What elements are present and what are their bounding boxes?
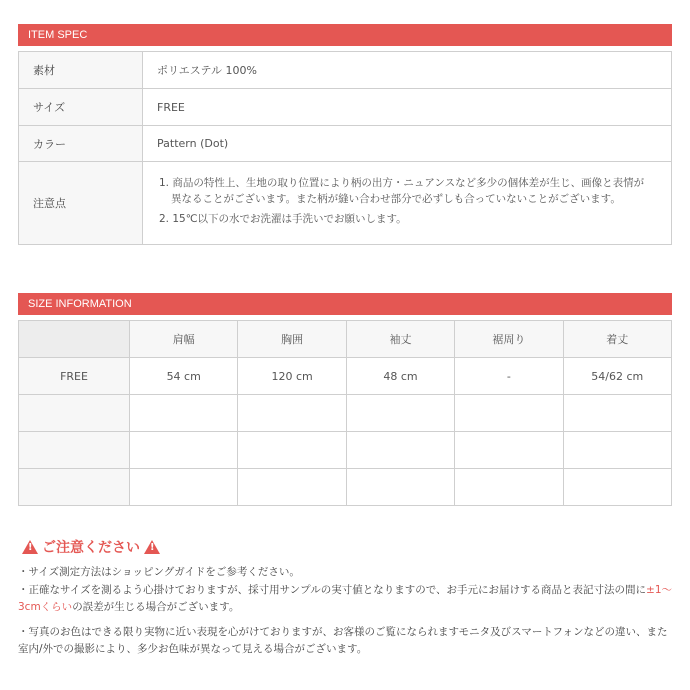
- spec-value-material: ポリエステル 100%: [143, 52, 672, 89]
- table-cell: [455, 469, 563, 506]
- caution-title: [18, 536, 164, 558]
- spec-label-size: サイズ: [19, 89, 143, 126]
- table-cell: 48 cm: [346, 358, 454, 395]
- spec-label-color: カラー: [19, 126, 143, 162]
- spec-value-size: FREE: [143, 89, 672, 126]
- table-cell: 54/62 cm: [563, 358, 671, 395]
- list-item: 1. 商品の特性上、生地の取り位置により柄の出方・ニュアンスなど多少の個体差が生じ、画像と表情が異なることがございます。また柄が縫い合わせ部分で必ずしも合っていないことがございます。: [159, 177, 645, 205]
- table-cell: -: [455, 358, 563, 395]
- table-cell: [455, 432, 563, 469]
- item-spec-table: [18, 51, 672, 245]
- table-row: [19, 395, 672, 432]
- list-item: 2. 15℃以下の水でお洗濯は手洗いでお願いします。: [159, 213, 407, 225]
- table-row: [19, 469, 672, 506]
- table-cell: [130, 395, 238, 432]
- table-cell: [19, 395, 130, 432]
- table-cell: FREE: [19, 358, 130, 395]
- table-cell: [346, 432, 454, 469]
- warning-icon: [144, 540, 160, 554]
- spec-value-notes: [143, 162, 672, 245]
- tolerance-highlight: ±1～3cmくらい: [18, 584, 672, 613]
- table-row: [19, 162, 672, 245]
- table-cell: 54 cm: [130, 358, 238, 395]
- table-cell: [455, 395, 563, 432]
- table-cell: [563, 432, 671, 469]
- table-cell: [238, 432, 346, 469]
- caution-note: ・サイズ測定方法はショッピングガイドをご参考ください。: [18, 566, 300, 578]
- header-cell: 着丈: [563, 321, 671, 358]
- table-row: [19, 89, 672, 126]
- caution-title-text: ご注意ください: [42, 540, 140, 556]
- header-cell: [19, 321, 130, 358]
- header-cell: 肩幅: [130, 321, 238, 358]
- spec-label-material: 素材: [19, 52, 143, 89]
- table-cell: [346, 395, 454, 432]
- table-row: [19, 358, 672, 395]
- caution-note: ・写真のお色はできる限り実物に近い表現を心がけておりますが、お客様のご覧になられますモニタ及びスマートフォンなどの違い、また室内/外での撮影により、多少お色味が異なって見える場合がございます。: [18, 626, 668, 655]
- caution-note-text: の誤差が生じる場合がございます。: [72, 601, 240, 613]
- table-row: [19, 52, 672, 89]
- size-info-table: [18, 320, 672, 506]
- header-cell: 胸囲: [238, 321, 346, 358]
- table-cell: [130, 469, 238, 506]
- table-cell: [238, 469, 346, 506]
- table-cell: [130, 432, 238, 469]
- item-spec-header: ITEM SPEC: [18, 24, 672, 46]
- table-cell: [346, 469, 454, 506]
- spec-value-color: Pattern (Dot): [143, 126, 672, 162]
- table-cell: [563, 469, 671, 506]
- header-cell: 裾周り: [455, 321, 563, 358]
- table-header-row: [19, 321, 672, 358]
- table-row: [19, 126, 672, 162]
- size-info-header: SIZE INFORMATION: [18, 293, 672, 315]
- warning-icon: [22, 540, 38, 554]
- table-cell: [19, 432, 130, 469]
- caution-note-text: ・正確なサイズを測るよう心掛けておりますが、採寸用サンプルの実寸値となりますので、お手元にお届けする商品と表記寸法の間に: [18, 584, 647, 596]
- caution-note: [18, 582, 678, 616]
- notes-list: [157, 175, 670, 227]
- table-cell: [238, 395, 346, 432]
- table-cell: [563, 395, 671, 432]
- table-cell: 120 cm: [238, 358, 346, 395]
- spec-label-notes: 注意点: [19, 162, 143, 245]
- table-cell: [19, 469, 130, 506]
- header-cell: 袖丈: [346, 321, 454, 358]
- table-row: [19, 432, 672, 469]
